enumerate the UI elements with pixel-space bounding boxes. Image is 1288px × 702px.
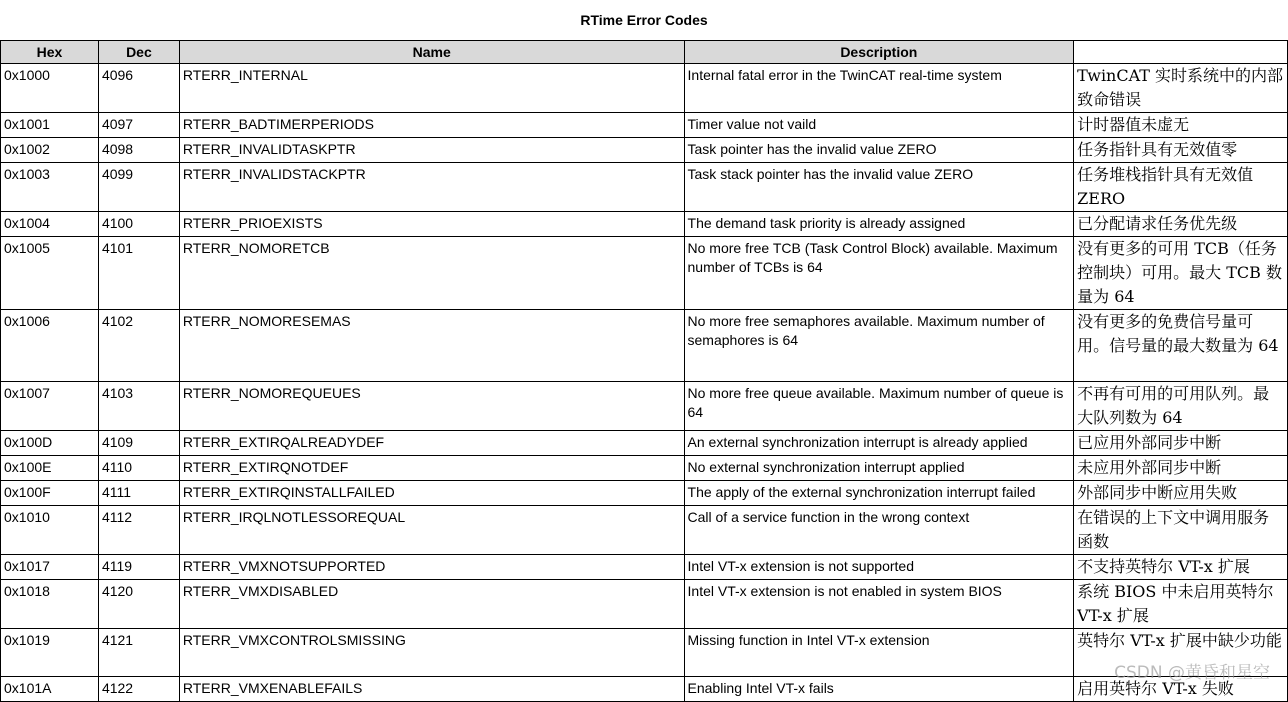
table-row — [1, 506, 1288, 555]
cell-hex: 0x101A — [1, 677, 99, 702]
cell-name: RTERR_EXTIRQINSTALLFAILED — [179, 481, 684, 506]
cell-hex: 0x100D — [1, 431, 99, 456]
cell-translation: 任务堆栈指针具有无效值 ZERO — [1074, 163, 1288, 212]
cell-description: Task stack pointer has the invalid value ZERO — [684, 163, 1074, 212]
cell-dec: 4102 — [98, 310, 179, 382]
cell-hex: 0x100F — [1, 481, 99, 506]
cell-description: Intel VT-x extension is not enabled in system BIOS — [684, 580, 1074, 629]
cell-name: RTERR_INTERNAL — [179, 64, 684, 113]
table-title: RTime Error Codes — [580, 12, 708, 28]
header-row — [1, 41, 1288, 64]
cell-name: RTERR_VMXCONTROLSMISSING — [179, 629, 684, 677]
cell-dec: 4119 — [98, 555, 179, 580]
cell-hex: 0x100E — [1, 456, 99, 481]
cell-dec: 4101 — [98, 237, 179, 310]
cell-hex: 0x1010 — [1, 506, 99, 555]
cell-translation: 英特尔 VT-x 扩展中缺少功能 — [1074, 629, 1288, 677]
cell-hex: 0x1017 — [1, 555, 99, 580]
cell-description: No more free queue available. Maximum number of queue is 64 — [684, 382, 1074, 431]
cell-translation: 外部同步中断应用失败 — [1074, 481, 1288, 506]
cell-description: No external synchronization interrupt applied — [684, 456, 1074, 481]
table-row — [1, 555, 1288, 580]
cell-name: RTERR_NOMORETCB — [179, 237, 684, 310]
cell-dec: 4121 — [98, 629, 179, 677]
cell-hex: 0x1007 — [1, 382, 99, 431]
table-row — [1, 212, 1288, 237]
cell-translation: 不再有可用的可用队列。最大队列数为 64 — [1074, 382, 1288, 431]
cell-hex: 0x1000 — [1, 64, 99, 113]
cell-hex: 0x1019 — [1, 629, 99, 677]
cell-name: RTERR_NOMOREQUEUES — [179, 382, 684, 431]
cell-translation: 已分配请求任务优先级 — [1074, 212, 1288, 237]
cell-translation: 计时器值未虚无 — [1074, 113, 1288, 138]
header-description: Description — [684, 41, 1074, 64]
table-row — [1, 163, 1288, 212]
cell-translation: 没有更多的可用 TCB（任务控制块）可用。最大 TCB 数量为 64 — [1074, 237, 1288, 310]
cell-dec: 4109 — [98, 431, 179, 456]
cell-hex: 0x1004 — [1, 212, 99, 237]
cell-hex: 0x1006 — [1, 310, 99, 382]
table-row — [1, 677, 1288, 702]
cell-name: RTERR_EXTIRQALREADYDEF — [179, 431, 684, 456]
cell-dec: 4099 — [98, 163, 179, 212]
cell-description: An external synchronization interrupt is already applied — [684, 431, 1074, 456]
cell-name: RTERR_PRIOEXISTS — [179, 212, 684, 237]
cell-dec: 4120 — [98, 580, 179, 629]
cell-hex: 0x1018 — [1, 580, 99, 629]
cell-translation: 系统 BIOS 中未启用英特尔 VT-x 扩展 — [1074, 580, 1288, 629]
header-name: Name — [179, 41, 684, 64]
cell-description: Internal fatal error in the TwinCAT real-time system — [684, 64, 1074, 113]
table-row — [1, 237, 1288, 310]
table-row — [1, 481, 1288, 506]
cell-hex: 0x1005 — [1, 237, 99, 310]
cell-name: RTERR_NOMORESEMAS — [179, 310, 684, 382]
cell-translation: 没有更多的免费信号量可用。信号量的最大数量为 64 — [1074, 310, 1288, 382]
table-row — [1, 580, 1288, 629]
cell-hex: 0x1003 — [1, 163, 99, 212]
cell-description: The demand task priority is already assigned — [684, 212, 1074, 237]
cell-dec: 4098 — [98, 138, 179, 163]
cell-description: No more free TCB (Task Control Block) available. Maximum number of TCBs is 64 — [684, 237, 1074, 310]
cell-hex: 0x1001 — [1, 113, 99, 138]
cell-description: Missing function in Intel VT-x extension — [684, 629, 1074, 677]
cell-translation: 未应用外部同步中断 — [1074, 456, 1288, 481]
cell-description: No more free semaphores available. Maximum number of semaphores is 64 — [684, 310, 1074, 382]
cell-dec: 4112 — [98, 506, 179, 555]
cell-name: RTERR_INVALIDSTACKPTR — [179, 163, 684, 212]
table-row — [1, 382, 1288, 431]
cell-translation: 启用英特尔 VT-x 失败 — [1074, 677, 1288, 702]
table-row — [1, 113, 1288, 138]
cell-name: RTERR_INVALIDTASKPTR — [179, 138, 684, 163]
cell-description: Timer value not vaild — [684, 113, 1074, 138]
cell-description: Intel VT-x extension is not supported — [684, 555, 1074, 580]
cell-dec: 4100 — [98, 212, 179, 237]
header-translation — [1074, 41, 1288, 64]
cell-translation: TwinCAT 实时系统中的内部致命错误 — [1074, 64, 1288, 113]
cell-name: RTERR_EXTIRQNOTDEF — [179, 456, 684, 481]
cell-name: RTERR_VMXENABLEFAILS — [179, 677, 684, 702]
cell-hex: 0x1002 — [1, 138, 99, 163]
watermark: CSDN @黄昏和星空 — [1114, 663, 1270, 683]
cell-name: RTERR_BADTIMERPERIODS — [179, 113, 684, 138]
table-row — [1, 456, 1288, 481]
cell-name: RTERR_VMXNOTSUPPORTED — [179, 555, 684, 580]
table-row — [1, 310, 1288, 382]
table-row — [1, 629, 1288, 677]
table-row — [1, 138, 1288, 163]
cell-description: The apply of the external synchronization interrupt failed — [684, 481, 1074, 506]
error-codes-table — [0, 40, 1288, 702]
cell-dec: 4096 — [98, 64, 179, 113]
cell-dec: 4110 — [98, 456, 179, 481]
cell-name: RTERR_VMXDISABLED — [179, 580, 684, 629]
cell-translation: 在错误的上下文中调用服务函数 — [1074, 506, 1288, 555]
cell-dec: 4122 — [98, 677, 179, 702]
cell-name: RTERR_IRQLNOTLESSOREQUAL — [179, 506, 684, 555]
cell-description: Task pointer has the invalid value ZERO — [684, 138, 1074, 163]
cell-dec: 4103 — [98, 382, 179, 431]
header-dec: Dec — [98, 41, 179, 64]
cell-description: Call of a service function in the wrong context — [684, 506, 1074, 555]
cell-translation: 不支持英特尔 VT-x 扩展 — [1074, 555, 1288, 580]
cell-description: Enabling Intel VT-x fails — [684, 677, 1074, 702]
table-row — [1, 64, 1288, 113]
cell-translation: 任务指针具有无效值零 — [1074, 138, 1288, 163]
table-row — [1, 431, 1288, 456]
cell-dec: 4097 — [98, 113, 179, 138]
cell-dec: 4111 — [98, 481, 179, 506]
cell-translation: 已应用外部同步中断 — [1074, 431, 1288, 456]
header-hex: Hex — [1, 41, 99, 64]
